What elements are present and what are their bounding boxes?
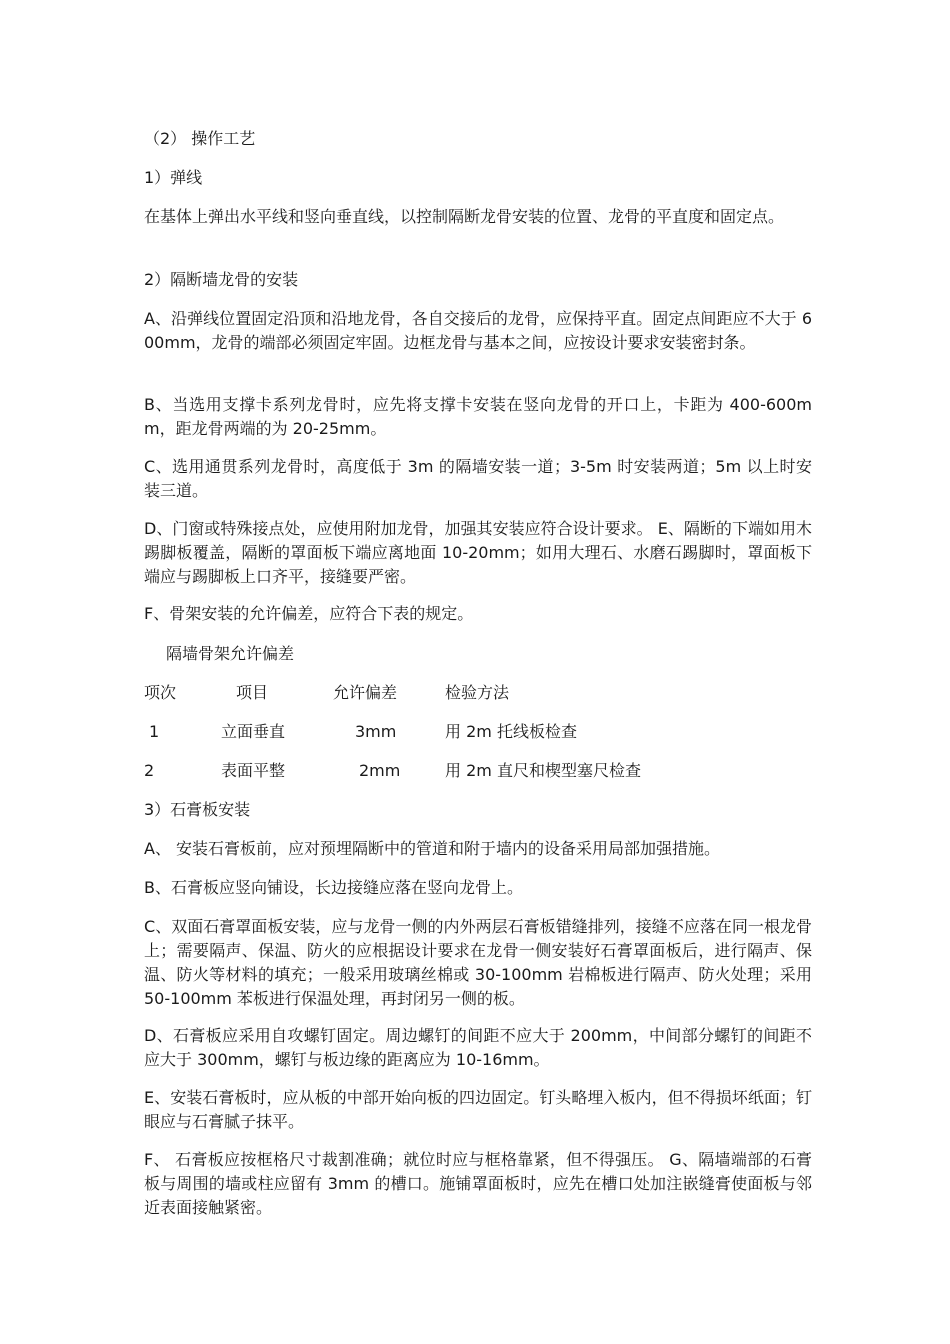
step1-heading: 1）弹线 [144, 168, 203, 187]
table-row-1-tolerance: 3mm [355, 722, 397, 741]
table-header-index: 项次 [144, 683, 177, 702]
step3-item-f: F、 石膏板应按框格尺寸裁割准确；就位时应与框格靠紧，但不得强压。 G、隔墙端部的石膏板与周围的墙或柱应留有 3mm 的槽口。施铺罩面板时，应先在槽口处加注嵌缝膏使面板与邻近表面接触紧密。 [144, 1150, 812, 1217]
table-row-2-item: 表面平整 [221, 761, 286, 780]
step2-item-f: F、骨架安装的允许偏差，应符合下表的规定。 [144, 604, 474, 623]
step3-item-c: C、双面石膏罩面板安装，应与龙骨一侧的内外两层石膏板错缝排列，接缝不应落在同一根龙骨上；需要隔声、保温、防火的应根据设计要求在龙骨一侧安装好石膏罩面板后，进行隔声、保温、防火等材料的填充；一般采用玻璃丝棉或 30-100mm 岩棉板进行隔声、防火处理；采用 50-100mm 苯板进行保温处理，再封闭另一侧的板。 [144, 917, 812, 1008]
table-header-tolerance: 允许偏差 [333, 683, 398, 702]
step2-item-d: D、门窗或特殊接点处，应使用附加龙骨，加强其安装应符合设计要求。 E、隔断的下端如用木踢脚板覆盖，隔断的罩面板下端应离地面 10-20mm；如用大理石、水磨石踢脚时，罩面板下端应与踢脚板上口齐平，接缝要严密。 [144, 519, 812, 586]
step1-text: 在基体上弹出水平线和竖向垂直线，以控制隔断龙骨安装的位置、龙骨的平直度和固定点。 [144, 207, 785, 226]
table-row-1-method: 用 2m 托线板检查 [445, 722, 577, 741]
table-row-1-item: 立面垂直 [221, 722, 286, 741]
step3-item-b: B、石膏板应竖向铺设，长边接缝应落在竖向龙骨上。 [144, 878, 523, 897]
section-heading: （2） 操作工艺 [144, 129, 256, 148]
step3-item-d: D、石膏板应采用自攻螺钉固定。周边螺钉的间距不应大于 200mm，中间部分螺钉的间距不应大于 300mm，螺钉与板边缘的距离应为 10-16mm。 [144, 1026, 812, 1069]
table-header-method: 检验方法 [445, 683, 510, 702]
table-row-2-index: 2 [144, 761, 155, 780]
table-row-2-method: 用 2m 直尺和楔型塞尺检查 [445, 761, 641, 780]
step2-item-a: A、沿弹线位置固定沿顶和沿地龙骨，各自交接后的龙骨，应保持平直。固定点间距应不大于 600mm，龙骨的端部必须固定牢固。边框龙骨与基本之间，应按设计要求安装密封条。 [144, 309, 812, 352]
table-row-1-index: 1 [149, 722, 160, 741]
table-title: 隔墙骨架允许偏差 [166, 644, 295, 663]
step3-heading: 3）石膏板安装 [144, 800, 251, 819]
table-header-item: 项目 [236, 683, 269, 702]
step3-item-a: A、 安装石膏板前，应对预埋隔断中的管道和附于墙内的设备采用局部加强措施。 [144, 839, 721, 858]
step2-item-c: C、选用通贯系列龙骨时，高度低于 3m 的隔墙安装一道；3-5m 时安装两道；5m 以上时安装三道。 [144, 457, 812, 500]
step2-item-b: B、当选用支撑卡系列龙骨时，应先将支撑卡安装在竖向龙骨的开口上，卡距为 400-600mm，距龙骨两端的为 20-25mm。 [144, 395, 812, 438]
step2-heading: 2）隔断墙龙骨的安装 [144, 270, 299, 289]
step3-item-e: E、安装石膏板时，应从板的中部开始向板的四边固定。钉头略埋入板内，但不得损坏纸面；钉眼应与石膏腻子抹平。 [144, 1088, 812, 1131]
table-row-2-tolerance: 2mm [359, 761, 401, 780]
